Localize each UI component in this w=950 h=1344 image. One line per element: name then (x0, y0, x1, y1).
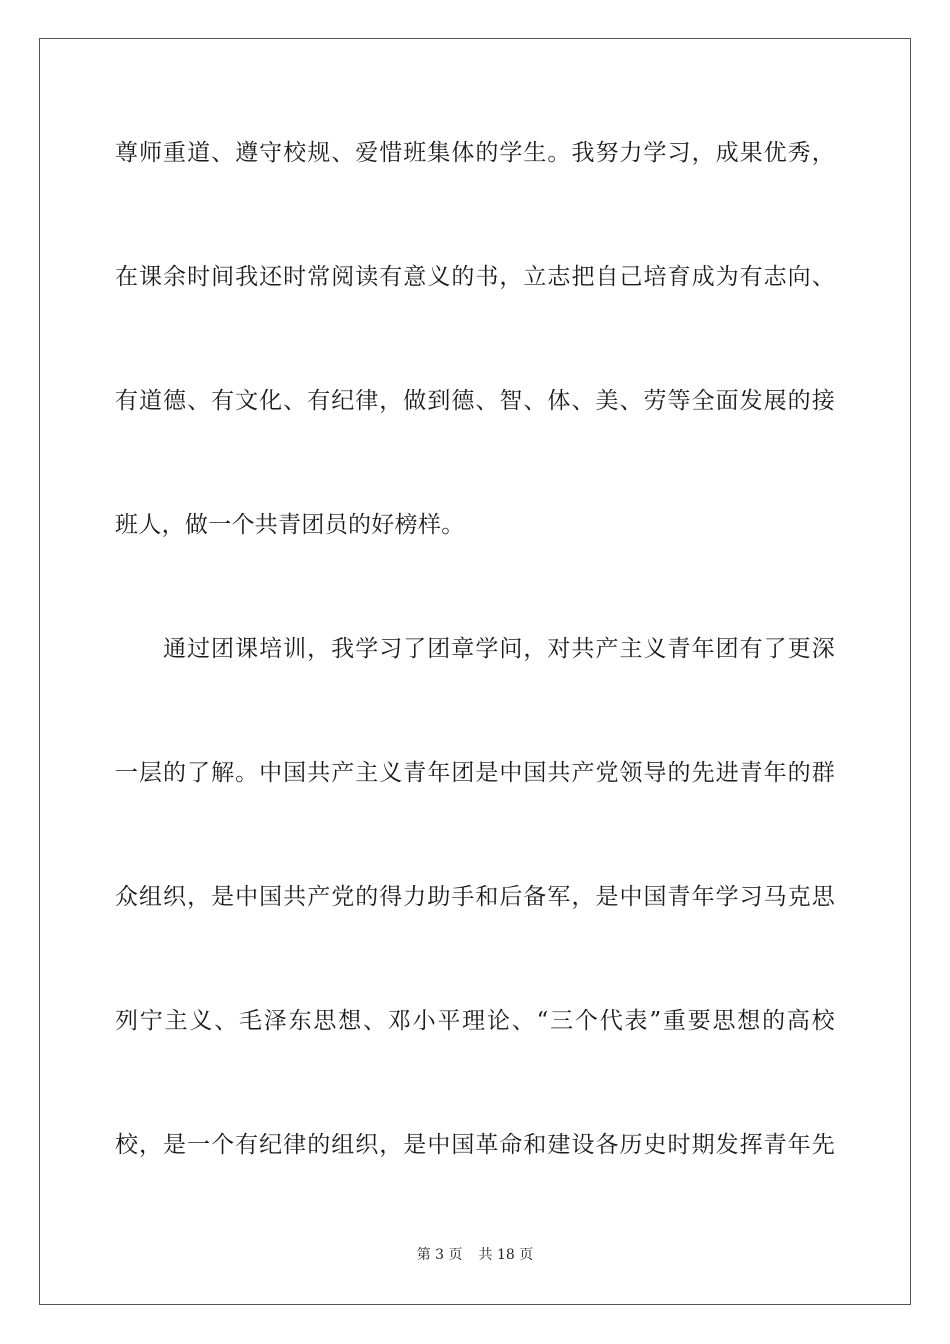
page-number: 第 3 页 (416, 1247, 463, 1263)
text-line: 众组织，是中国共产党的得力助手和后备军，是中国青年学习马克思 (115, 884, 835, 910)
page-total: 共 18 页 (478, 1247, 534, 1263)
page-frame (39, 38, 911, 1305)
text-line: 尊师重道、遵守校规、爱惜班集体的学生。我努力学习，成果优秀， (115, 140, 835, 166)
text-line: 校，是一个有纪律的组织，是中国革命和建设各历史时期发挥青年先 (115, 1132, 835, 1158)
text-line: 在课余时间我还时常阅读有意义的书，立志把自己培育成为有志向、 (115, 264, 835, 290)
text-line: 有道德、有文化、有纪律，做到德、智、体、美、劳等全面发展的接 (115, 388, 835, 414)
text-line: 列宁主义、毛泽东思想、邓小平理论、“三个代表”重要思想的高校 (115, 1008, 835, 1034)
text-line: 班人，做一个共青团员的好榜样。 (115, 512, 465, 538)
paragraph-start-line: 通过团课培训，我学习了团章学问，对共产主义青年团有了更深 (163, 636, 835, 662)
text-line: 一层的了解。中国共产主义青年团是中国共产党领导的先进青年的群 (115, 760, 835, 786)
page-footer (0, 1245, 950, 1265)
